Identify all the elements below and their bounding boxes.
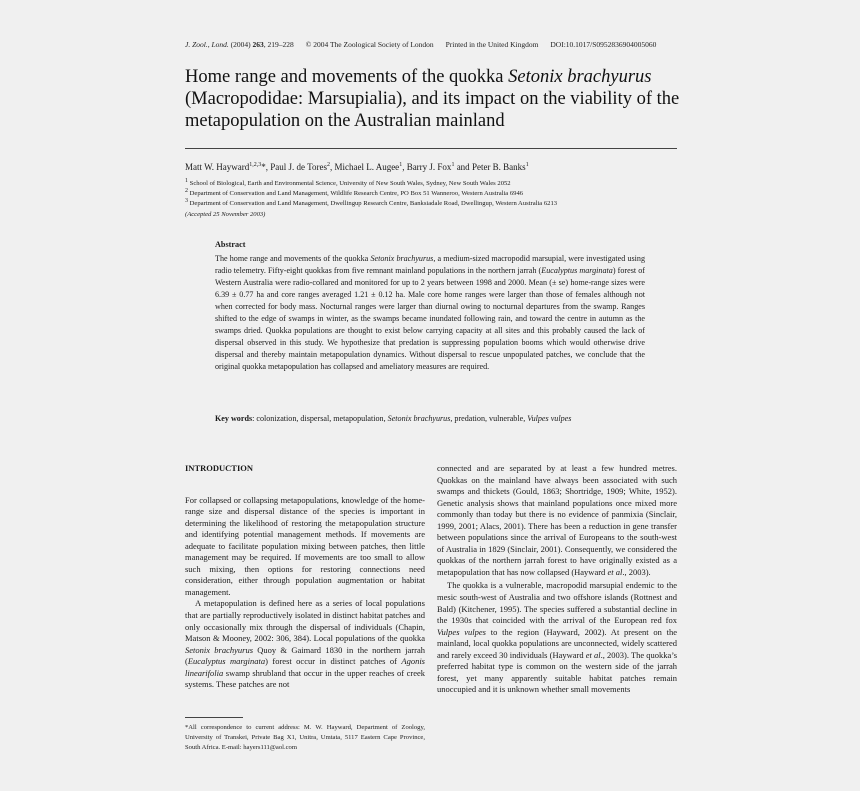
affiliation: $^2$ Department of Conservation and Land Management, Wildlife Research Centre, PO Box 51 Wanneroo, Western Australia 6946: [185, 187, 524, 197]
journal-volume: 263: [252, 40, 264, 49]
running-head: [185, 40, 677, 49]
title-species: Setonix brachyurus: [508, 67, 652, 87]
journal-year: (2004): [230, 40, 251, 49]
keywords-label: Key words: [215, 414, 253, 423]
author: Michael L. Augee$^1$: [334, 162, 403, 172]
printed-in: Printed in the United Kingdom: [445, 40, 539, 49]
abstract-heading: Abstract: [215, 240, 246, 249]
author-list: Matt W. Hayward$^{1,2,3}$*, Paul J. de Tores$^2$, Michael L. Augee$^1$, Barry J. Fox$^1$ and Peter B. Banks$^1$: [185, 162, 529, 172]
abstract-text: The home range and movements of the quokka Setonix brachyurus, a medium-sized macropodid marsupial, were investigated using radio telemetry. Fifty-eight quokkas from five remnant mainland populations in the northern jarrah (Eucalyptus marginata) forest of Western Australia were radio-collared and monitored for up to 2 years between 1998 and 2000. Mean (± se) home-range sizes were 6.39 ± 0.77 ha and core ranges averaged 1.21 ± 0.12 ha. Male core home ranges were larger than those of females although not when corrected for body mass. Nocturnal ranges were larger than diurnal owing to nocturnal departures from the swamp. Ranges shifted to the edge of swamps in winter, as the swamps became inundated following rain, and toward the centre in autumn as the swamps dried. Quokka populations are thought to exist below carrying capacity at all sites and this probably caused the lack of dispersal observed in this study. We hypothesize that predation is suppressing population booms which would otherwise drive dispersal and thereby maintain metapopulation dynamics. Without dispersal to rescue unpopulated patches, we conclude that the original quokka metapopulation has collapsed and ameliatory measures are required.: [215, 254, 646, 371]
author: Matt W. Hayward$^{1,2,3}$*: [185, 162, 266, 172]
paragraph: connected and are separated by at least a few hundred metres. Quokkas on the mainland have always been associated with such swamps and thickets (Gould, 1863; Shortridge, 1909; White, 1952). Genetic analysis shows that mainland populations once mixed more commonly than today but there is no evidence of panmixia (Sinclair, 1999, 2001; Alacs, 2001). There has been a reduction in gene transfer between populations since the arrival of Europeans to the south-west of Australia in 1829 (Sinclair, 2001). Consequently, we considered the quokkas of the northern jarrah forest to have originally existed as a metapopulation that has now collapsed (Hayward et al., 2003).: [437, 463, 677, 577]
author: Paul J. de Tores$^2$: [270, 162, 330, 172]
keywords: Key words: colonization, dispersal, metapopulation, Setonix brachyurus, predation, vulnerable, Vulpes vulpes: [215, 414, 572, 423]
journal-name: J. Zool., Lond.: [185, 40, 229, 49]
affiliation: $^3$ Department of Conservation and Land Management, Dwellingup Research Centre, Banksiadale Road, Dwellingup, Western Australia 6213: [185, 197, 558, 207]
author: Peter B. Banks$^1$: [471, 162, 529, 172]
paragraph: For collapsed or collapsing metapopulations, knowledge of the home-range size and dispersal distance of the species is important in determining the likelihood of restoring the metapopulation structure and identifying potential management methods. If movements are adequate to facilitate population mixing between patches, then little management may be required. If movements are too small to allow such mixing, then options for restoring connections need consideration, either through population augmentation or habitat management.: [185, 494, 425, 597]
title-rule: [185, 148, 677, 149]
journal-pages: , 219–228: [263, 40, 294, 49]
section-heading-introduction: INTRODUCTION: [185, 463, 254, 473]
affiliation: $^1$ School of Biological, Earth and Environmental Science, University of New South Wales, Sydney, New South Wales 2052: [185, 177, 511, 187]
article-title: [185, 66, 685, 132]
column-left: [185, 463, 425, 691]
footnote-rule: [185, 717, 243, 718]
paragraph: A metapopulation is defined here as a series of local populations that are partially reproductively isolated in distinct habitat patches and only occasionally mix through the dispersal of individuals (Chapin, Matson & Mooney, 2002: 306, 384). Local populations of the quokka Setonix brachyurus Quoy & Gaimard 1830 in the northern jarrah (Eucalyptus marginata) forest occur in distinct patches of Agonis linearifolia swamp shrubland that occur in the upper reaches of creek systems. These patches are not: [185, 598, 425, 690]
accepted-date: (Accepted 25 November 2003): [185, 211, 266, 218]
title-text: Home range and movements of the quokka: [185, 67, 509, 87]
column-right: [437, 463, 677, 696]
title-text-rest: (Macropodidae: Marsupialia), and its impact on the viability of the metapopulation on the Australian mainland: [185, 89, 680, 131]
author: Barry J. Fox$^1$: [406, 162, 455, 172]
affiliations: [185, 179, 685, 209]
correspondence-footnote: *All correspondence to current address: M. W. Hayward, Department of Zoology, University of Transkei, Private Bag X1, Unitra, Umtata, 5117 Eastern Cape Province, South Africa. E-mail: hayers111@aol.com: [185, 724, 425, 751]
paragraph: The quokka is a vulnerable, macropodid marsupial endemic to the mesic south-west of Australia and two offshore islands (Rottnest and Bald) (Kitchener, 1995). The species suffered a substantial decline in the 1930s that coincided with the arrival of the European red fox Vulpes vulpes to the region (Hayward, 2002). At present on the mainland, local quokka populations are unconnected, widely scattered and rarely exceed 30 individuals (Hayward et al., 2003). The quokka’s preferred habitat type is common on the western side of the jarrah forest, yet many apparently suitable habitat patches remain unoccupied and it is unknown whether small movements: [437, 580, 677, 695]
doi: DOI:10.1017/S0952836904005060: [550, 40, 657, 49]
copyright: © 2004 The Zoological Society of London: [305, 40, 434, 49]
